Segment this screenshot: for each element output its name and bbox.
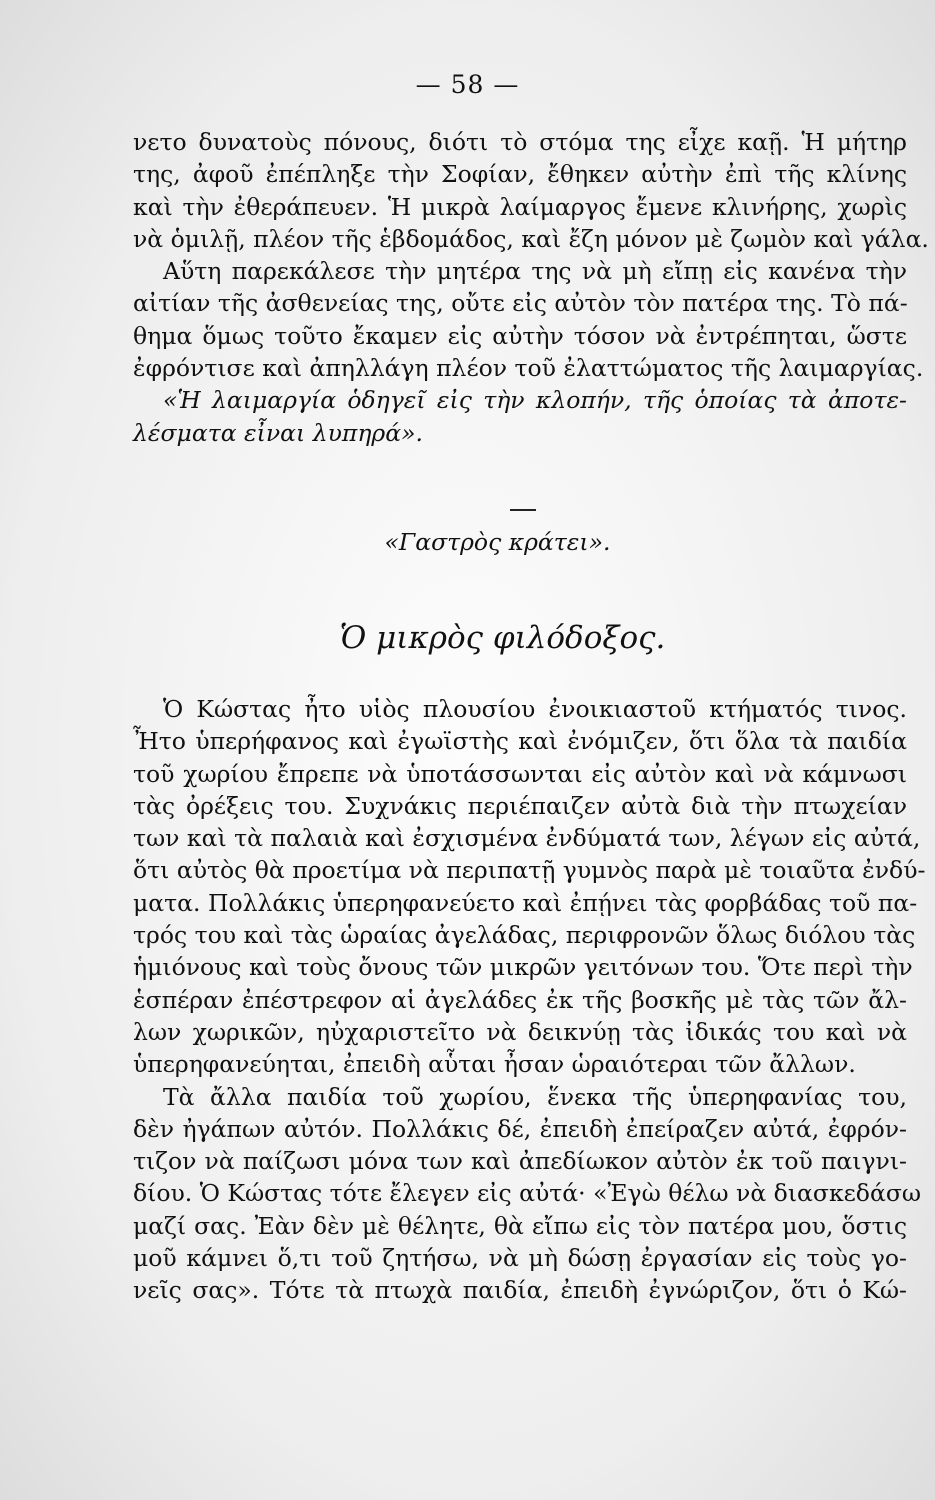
text-line: νετο δυνατοὺς πόνους, διότι τὸ στόμα της εἶχε καῇ. Ἡ μήτηρ [133,128,907,156]
text-line: καὶ τὴν ἐθεράπευεν. Ἡ μικρὰ λαίμαργος ἔμενε κλινήρης, χωρὶς [133,192,907,221]
text-line: δὲν ἠγάπων αὐτόν. Πολλάκις δέ, ἐπειδὴ ἐπείραζεν αὐτά, ἐφρόν- [133,1114,907,1143]
separator-block [0,509,935,511]
text-line: δίου. Ὁ Κώστας τότε ἔλεγεν εἰς αὐτά· «Ἐγὼ θέλω νὰ διασκεδάσω [133,1179,922,1208]
text-line: ὅτι αὐτὸς θὰ προετίμα νὰ περιπατῇ γυμνὸς παρὰ μὲ τοιαῦτα ἐνδύ- [133,856,926,885]
text-line: ἑσπέραν ἐπέστρεφον αἱ ἀγελάδες ἐκ τῆς βοσκῆς μὲ τὰς τῶν ἄλ- [133,985,907,1014]
moral-quote-line: λέσματα εἶναι λυπηρά». [133,418,423,447]
text-line: των καὶ τὰ παλαιὰ καὶ ἐσχισμένα ἐνδύματά των, λέγων εἰς αὐτά, [133,824,921,853]
text-line: Αὕτη παρεκάλεσε τὴν μητέρα της νὰ μὴ εἴπῃ εἰς κανένα τὴν [163,257,907,286]
proverb: «Γαστρὸς κράτει». [384,528,611,556]
text-line: ὑπερηφανεύηται, ἐπειδὴ αὗται ἦσαν ὡραιότεραι τῶν ἄλλων. [133,1050,856,1079]
text-line: ἐφρόντισε καὶ ἀπηλλάγη πλέον τοῦ ἐλαττώματος τῆς λαιμαργίας. [133,354,924,383]
text-line: μοῦ κάμνει ὅ,τι τοῦ ζητήσω, νὰ μὴ δώσῃ ἐργασίαν εἰς τοὺς γο- [133,1244,907,1273]
text-line: θημα ὅμως τοῦτο ἔκαμεν εἰς αὐτὴν τόσον νὰ ἐντρέπηται, ὥστε [133,321,907,350]
text-line: τιζον νὰ παίζωσι μόνα των καὶ ἀπεδίωκον αὐτὸν ἐκ τοῦ παιγνι- [133,1147,907,1176]
text-line: τρός του καὶ τὰς ὡραίας ἀγελάδας, περιφρονῶν ὅλως διόλου τὰς [133,921,916,950]
text-line: μαζί σας. Ἐὰν δὲν μὲ θέλητε, θὰ εἴπω εἰς τὸν πατέρα μου, ὅστις [133,1211,907,1240]
text-line: νὰ ὁμιλῇ, πλέον τῆς ἑβδομάδος, καὶ ἔζη μόνον μὲ ζωμὸν καὶ γάλα. [133,224,929,253]
text-line: Τὰ ἄλλα παιδία τοῦ χωρίου, ἕνεκα τῆς ὑπερηφανίας του, [163,1082,907,1111]
text-line: Ἦτο ὑπερήφανος καὶ ἐγωϊστὴς καὶ ἐνόμιζεν, ὅτι ὅλα τὰ παιδία [133,727,907,756]
story-body [133,693,926,1307]
text-line: ἡμιόνους καὶ τοὺς ὄνους τῶν μικρῶν γειτόνων του. Ὅτε περὶ τὴν [133,953,913,982]
moral-quote-line: «Ἡ λαιμαργία ὁδηγεῖ εἰς τὴν κλοπήν, τῆς ὁποίας τὰ ἀποτε- [163,386,907,415]
text-line: νεῖς σας». Τότε τὰ πτωχὰ παιδία, ἐπειδὴ ἐγνώριζον, ὅτι ὁ Κώ- [133,1276,907,1305]
text-line: τοῦ χωρίου ἔπρεπε νὰ ὑποτάσσωνται εἰς αὐτὸν καὶ νὰ κάμνωσι [133,759,907,788]
text-line: τὰς ὀρέξεις του. Συχνάκις περιέπαιζεν αὐτὰ διὰ τὴν πτωχείαν [133,791,907,820]
text-line: λων χωρικῶν, ηὐχαριστεῖτο νὰ δεικνύῃ τὰς ἰδικάς του καὶ νὰ [133,1017,907,1046]
short-rule-divider [510,509,536,511]
text-line: αἰτίαν τῆς ἀσθενείας της, οὔτε εἰς αὐτὸν τὸν πατέρα της. Τὸ πά- [133,289,908,318]
page-number: — 58 — [415,70,520,99]
text-line: ματα. Πολλάκις ὑπερηφανεύετο καὶ ἐπῄνει τὰς φορβάδας τοῦ πα- [133,888,918,917]
text-line: της, ἀφοῦ ἐπέπληξε τὴν Σοφίαν, ἔθηκεν αὐτὴν ἐπὶ τῆς κλίνης [133,160,907,189]
paragraph-sophia-ending [133,126,929,449]
text-line: Ὁ Κώστας ἦτο υἱὸς πλουσίου ἐνοικιαστοῦ κτήματός τινος. [163,695,907,723]
story-title: Ὁ μικρὸς φιλόδοξος. [339,620,666,656]
